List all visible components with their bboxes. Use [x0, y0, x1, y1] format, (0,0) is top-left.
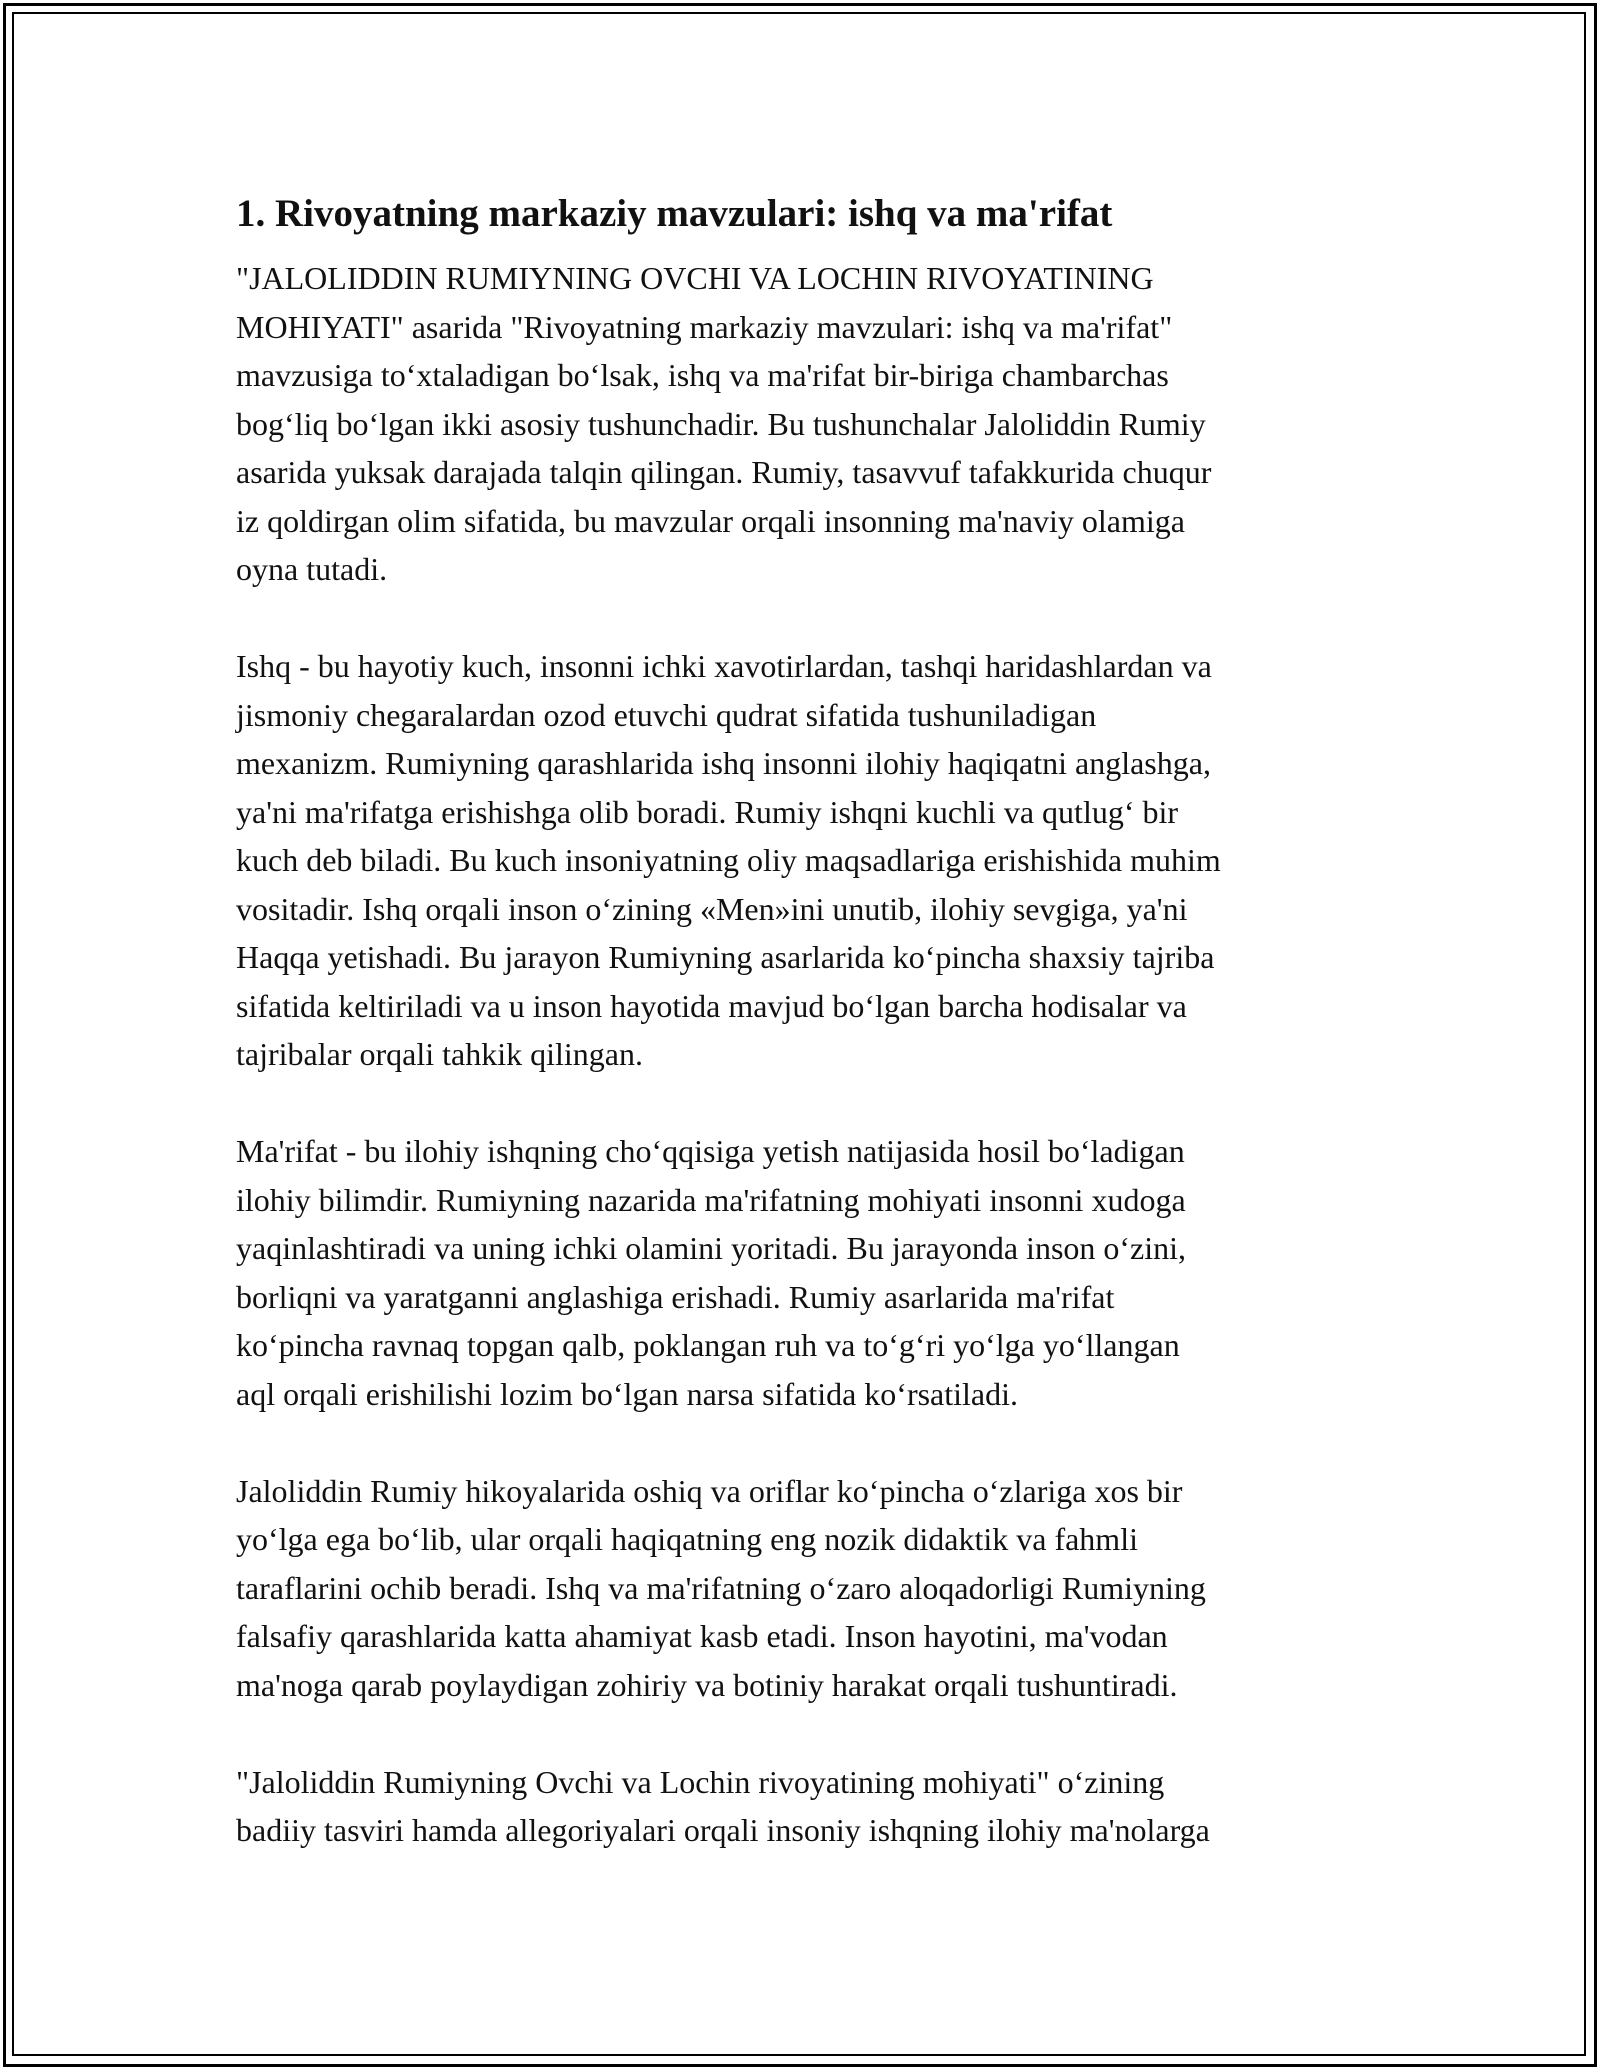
text-line: bog‘liq bo‘lgan ikki asosiy tushunchadir. Bu tushunchalar Jaloliddin Rumiy [236, 405, 1206, 442]
document-body [236, 186, 1376, 1903]
text-line: borliqni va yaratganni anglashiga erishadi. Rumiy asarlarida ma'rifat [236, 1278, 1115, 1315]
text-line: ya'ni ma'rifatga erishishga olib boradi. Rumiy ishqni kuchli va qutlug‘ bir [236, 793, 1179, 830]
text-line: MOHIYATI" asarida "Rivoyatning markaziy mavzulari: ishq va ma'rifat" [236, 308, 1173, 345]
text-line: Jaloliddin Rumiy hikoyalarida oshiq va oriflar ko‘pincha o‘zlariga xos bir [236, 1472, 1183, 1509]
text-line: mavzusiga to‘xtaladigan bo‘lsak, ishq va ma'rifat bir-biriga chambarchas [236, 357, 1169, 393]
text-line: "Jaloliddin Rumiyning Ovchi va Lochin rivoyatining mohiyati" o‘zining [236, 1763, 1165, 1800]
text-line: mexanizm. Rumiyning qarashlarida ishq insonni ilohiy haqiqatni anglashga, [236, 745, 1211, 781]
text-line: ma'noga qarab poylaydigan zohiriy va botiniy harakat orqali tushuntiradi. [236, 1666, 1178, 1703]
text-line: Haqqa yetishadi. Bu jarayon Rumiyning asarlarida ko‘pincha shaxsiy tajriba [236, 939, 1215, 975]
text-line: "JALOLIDDIN RUMIYNING OVCHI VA LOCHIN RIVOYATINING [236, 260, 1154, 296]
paragraph-1 [236, 254, 1376, 594]
text-line: Ishq - bu hayotiy kuch, insonni ichki xavotirlardan, tashqi haridashlardan va [236, 648, 1212, 684]
paragraph-3 [236, 1127, 1376, 1418]
text-line: kuch deb biladi. Bu kuch insoniyatning oliy maqsadlariga erishishida muhim [236, 842, 1221, 878]
paragraph-2 [236, 642, 1376, 1079]
text-line: falsafiy qarashlarida katta ahamiyat kasb etadi. Inson hayotini, ma'vodan [236, 1618, 1168, 1654]
text-line: yaqinlashtiradi va uning ichki olamini yoritadi. Bu jarayonda inson o‘zini, [236, 1230, 1187, 1266]
text-line: vositadir. Ishq orqali inson o‘zining «Men»ini unutib, ilohiy sevgiga, ya'ni [236, 890, 1188, 927]
text-line: asarida yuksak darajada talqin qilingan. Rumiy, tasavvuf tafakkurida chuqur [236, 454, 1212, 490]
section-heading: 1. Rivoyatning markaziy mavzulari: ishq va ma'rifat [236, 192, 1113, 235]
text-line: badiiy tasviri hamda allegoriyalari orqali insoniy ishqning ilohiy ma'nolarga [236, 1812, 1210, 1848]
text-line: Ma'rifat - bu ilohiy ishqning cho‘qqisiga yetish natijasida hosil bo‘ladigan [236, 1133, 1185, 1169]
text-line: ilohiy bilimdir. Rumiyning nazarida ma'rifatning mohiyati insonni xudoga [236, 1181, 1186, 1218]
text-line: tajribalar orqali tahkik qilingan. [236, 1036, 643, 1072]
text-line: jismoniy chegaralardan ozod etuvchi qudrat sifatida tushuniladigan [236, 696, 1097, 733]
text-line: sifatida keltiriladi va u inson hayotida mavjud bo‘lgan barcha hodisalar va [236, 987, 1187, 1024]
text-line: yo‘lga ega bo‘lib, ular orqali haqiqatning eng nozik didaktik va fahmli [236, 1521, 1138, 1557]
text-line: oyna tutadi. [236, 551, 388, 587]
text-line: aql orqali erishilishi lozim bo‘lgan narsa sifatida ko‘rsatiladi. [236, 1375, 1019, 1412]
text-line: taraflarini ochib beradi. Ishq va ma'rifatning o‘zaro aloqadorligi Rumiyning [236, 1569, 1206, 1606]
text-line: ko‘pincha ravnaq topgan qalb, poklangan ruh va to‘g‘ri yo‘lga yo‘llangan [236, 1327, 1180, 1363]
paragraph-5 [236, 1758, 1376, 1855]
paragraph-4 [236, 1467, 1376, 1710]
text-line: iz qoldirgan olim sifatida, bu mavzular orqali insonning ma'naviy olamiga [236, 502, 1185, 539]
